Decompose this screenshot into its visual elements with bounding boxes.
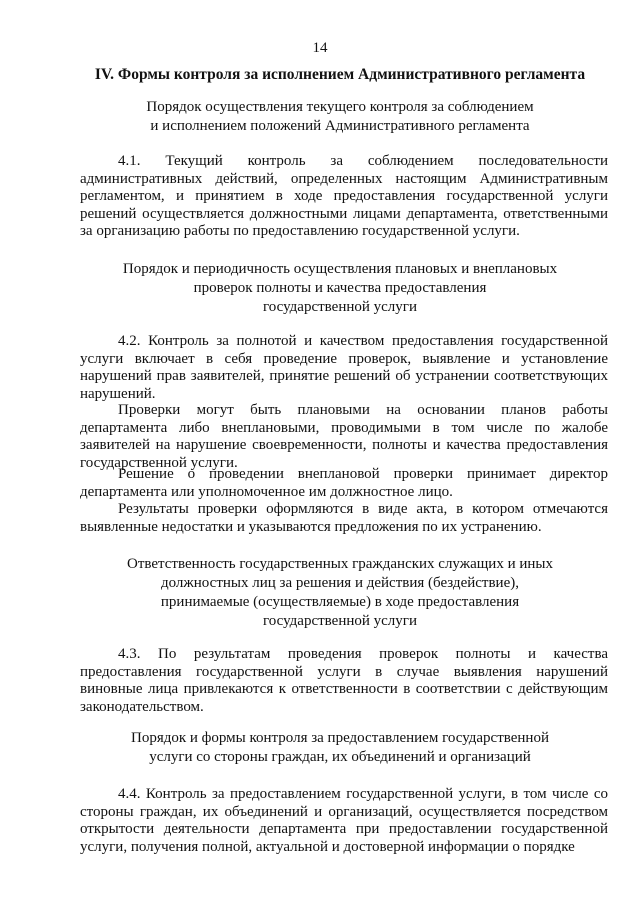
subheading-citizen-control xyxy=(70,729,610,767)
subheading-line: государственной услуги xyxy=(263,613,417,629)
subheading-line: услуги со стороны граждан, их объединений и организаций xyxy=(149,749,531,765)
subheading-line: и исполнением положений Административного регламента xyxy=(150,118,530,134)
subheading-line: Ответственность государственных гражданских служащих и иных xyxy=(127,556,553,572)
paragraph-4-2-results: Результаты проверки оформляются в виде акта, в котором отмечаются выявленные недостатки и указываются предложения по их устранению. xyxy=(80,501,608,535)
subheading-line: Порядок и периодичность осуществления плановых и внеплановых xyxy=(122,261,558,277)
subheading-line: государственной услуги xyxy=(263,299,417,315)
subheading-line: принимаемые (осуществляемые) в ходе предоставления xyxy=(160,594,520,610)
subheading-responsibility xyxy=(70,555,610,631)
paragraph-4-4: 4.4. Контроль за предоставлением государственной услуги, в том числе со стороны граждан, их объединений и организаций, осуществляется посредством открытости деятельности департамента при предоставлении государственной услуги, получения полной, актуальной и достоверной информации о порядке xyxy=(80,786,608,855)
paragraph-4-2-inspections: Проверки могут быть плановыми на основании планов работы департамента либо внеплановыми, проводимыми в том числе по жалобе заявителей на нарушение своевременности, полноты и качества предоставления государственной услуги. xyxy=(80,402,608,471)
subheading-line: должностных лиц за решения и действия (бездействие), xyxy=(161,575,519,591)
paragraph-4-3: 4.3. По результатам проведения проверок полноты и качества предоставления государственной услуги в случае выявления нарушений виновные лица привлекаются к ответственности в соответствии с действующим законодательством. xyxy=(80,646,608,715)
subheading-line: проверок полноты и качества предоставления xyxy=(193,280,487,296)
paragraph-4-1: 4.1. Текущий контроль за соблюдением последовательности административных действий, определенных настоящим Административным регламентом, и принятием в ходе предоставления государственной услуги решений осуществляется должностными лицами департамента, ответственными за организацию работы по предоставлению государственной услуги. xyxy=(80,153,608,239)
paragraph-4-2: 4.2. Контроль за полнотой и качеством предоставления государственной услуги включает в себя проведение проверок, выявление и установление нарушений прав заявителей, принятие решений об устранении соответствующих нарушений. xyxy=(80,333,608,402)
subheading-line: Порядок и формы контроля за предоставлением государственной xyxy=(131,730,549,746)
section-title: IV. Формы контроля за исполнением Административного регламента xyxy=(94,66,586,83)
page-number: 14 xyxy=(312,40,328,56)
subheading-current-control xyxy=(70,98,610,136)
paragraph-4-2-decision: Решение о проведении внеплановой проверки принимает директор департамента или уполномоченное им должностное лицо. xyxy=(80,466,608,500)
subheading-inspections xyxy=(70,260,610,317)
subheading-line: Порядок осуществления текущего контроля за соблюдением xyxy=(146,99,534,115)
